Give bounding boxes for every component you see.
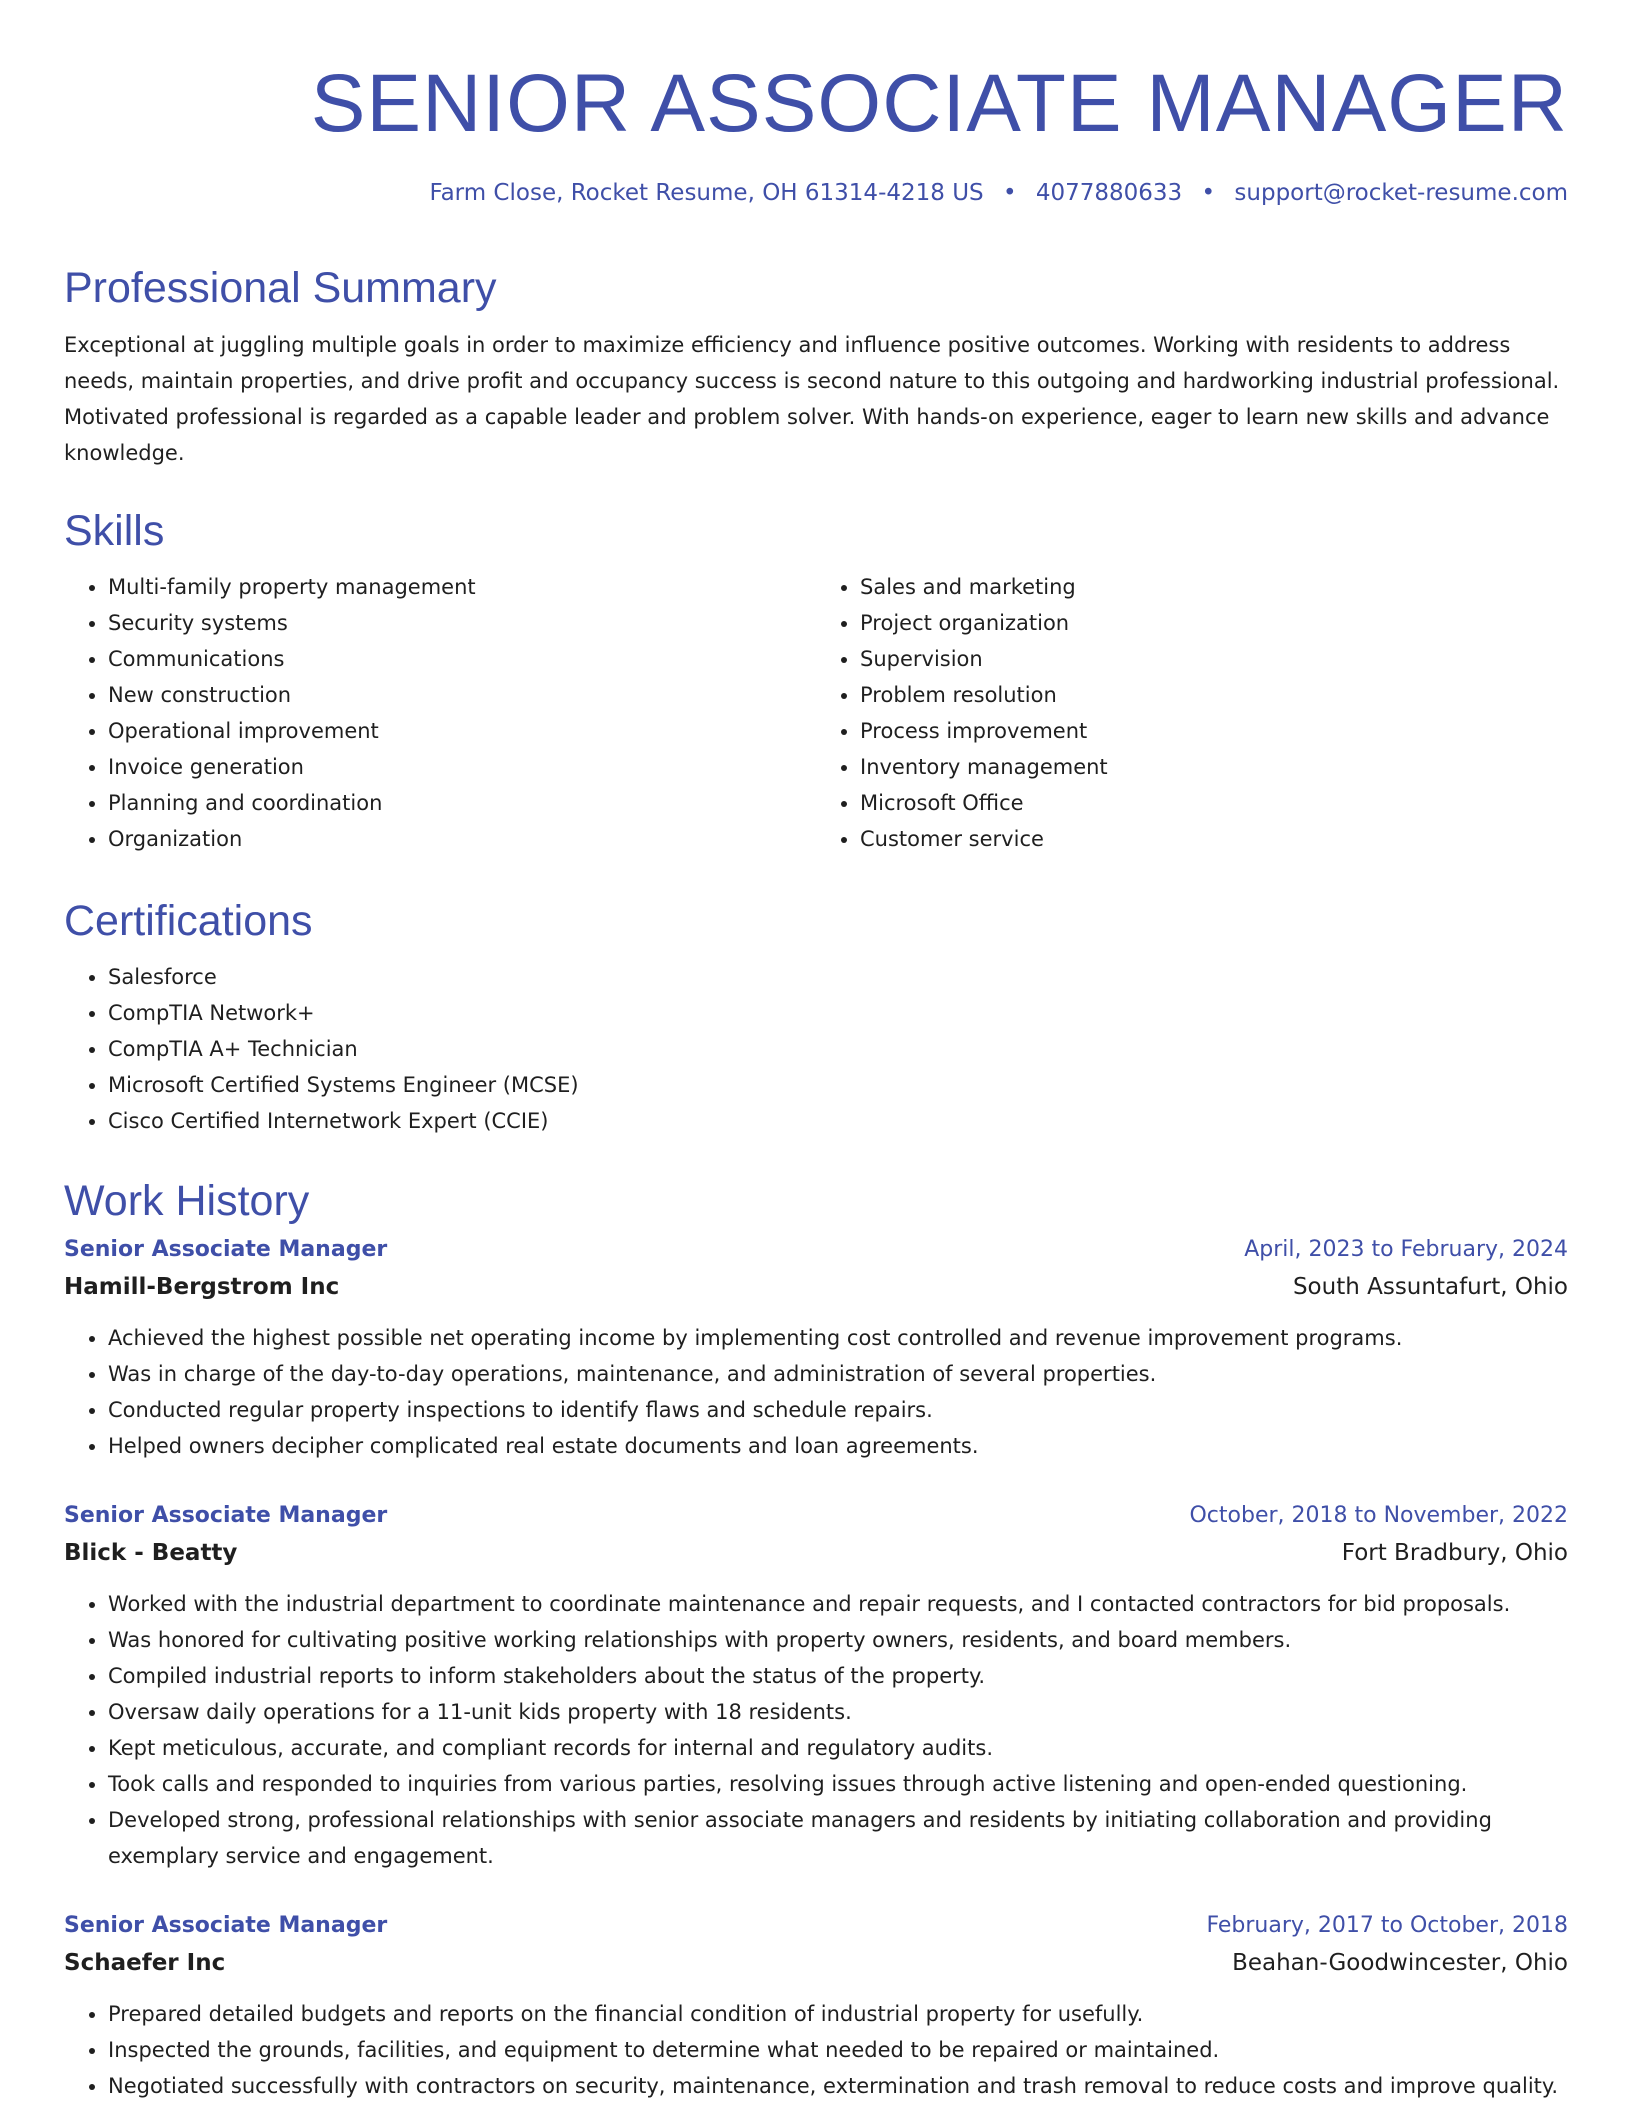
certification-item: • Cisco Certified Internetwork Expert (CCIE) (108, 1103, 1568, 1139)
certification-item: • CompTIA Network+ (108, 995, 1568, 1031)
job-bullet: • Prepared detailed budgets and reports on the financial condition of industrial property for usefully. (108, 1996, 1568, 2032)
skill-item: • New construction (108, 677, 816, 713)
contact-phone: 4077880633 (1035, 180, 1183, 206)
job-bullet: • Oversaw daily operations for a 11-unit kids property with 18 residents. (108, 1694, 1568, 1730)
certifications-list (64, 959, 1568, 1139)
skills-section (64, 506, 1568, 857)
job-title-row (64, 1498, 1568, 1534)
job-entry (64, 1232, 1568, 1464)
contact-separator: • (1201, 180, 1216, 206)
job-bullet: • Inspected the grounds, facilities, and equipment to determine what needed to be repaired or maintained. (108, 2032, 1568, 2068)
contact-email[interactable]: support@rocket-resume.com (1234, 180, 1568, 206)
job-title-row (64, 1908, 1568, 1944)
job-bullet: • Helped owners decipher complicated real estate documents and loan agreements. (108, 1428, 1568, 1464)
job-dates: February, 2017 to October, 2018 (1206, 1913, 1568, 1938)
job-location: Fort Bradbury, Ohio (1341, 1540, 1568, 1566)
certification-item: • CompTIA A+ Technician (108, 1031, 1568, 1067)
job-bullets (64, 1586, 1568, 1874)
job-company: Blick - Beatty (64, 1540, 238, 1566)
summary-title: Professional Summary (64, 264, 497, 312)
job-dates: April, 2023 to February, 2024 (1244, 1237, 1568, 1262)
resume-name: SENIOR ASSOCIATE MANAGER (310, 58, 1568, 149)
job-title: Senior Associate Manager (64, 1913, 388, 1938)
job-bullet: • Negotiated successfully with contractors on security, maintenance, extermination and trash removal to reduce costs and improve quality. (108, 2068, 1568, 2104)
skill-item: • Security systems (108, 605, 816, 641)
skills-title: Skills (64, 507, 165, 555)
skill-item: • Organization (108, 821, 816, 857)
job-company: Schaefer Inc (64, 1950, 226, 1976)
skill-item: • Inventory management (860, 749, 1568, 785)
certification-item: • Salesforce (108, 959, 1568, 995)
work-title: Work History (64, 1177, 310, 1225)
job-title: Senior Associate Manager (64, 1237, 388, 1262)
job-bullets (64, 1320, 1568, 1464)
job-bullet: • Developed strong, professional relationships with senior associate managers and residents by initiating collaboration and providing exemplary service and engagement. (108, 1802, 1568, 1874)
certification-item: • Microsoft Certified Systems Engineer (MCSE) (108, 1067, 1568, 1103)
job-company-row (64, 1944, 1568, 1982)
certifications-section (64, 896, 1568, 1139)
skill-item: • Customer service (860, 821, 1568, 857)
job-bullet: • Achieved the highest possible net operating income by implementing cost controlled and revenue improvement programs. (108, 1320, 1568, 1356)
jobs-list (64, 1232, 1568, 2104)
job-dates: October, 2018 to November, 2022 (1189, 1503, 1568, 1528)
skill-item: • Planning and coordination (108, 785, 816, 821)
job-location: South Assuntafurt, Ohio (1292, 1274, 1568, 1300)
job-bullet: • Was honored for cultivating positive working relationships with property owners, residents, and board members. (108, 1622, 1568, 1658)
job-title: Senior Associate Manager (64, 1503, 388, 1528)
job-location: Beahan-Goodwincester, Ohio (1232, 1950, 1568, 1976)
skill-item: • Multi-family property management (108, 569, 816, 605)
job-title-row (64, 1232, 1568, 1268)
work-section (64, 1176, 1568, 2104)
job-entry (64, 1908, 1568, 2104)
job-bullet: • Compiled industrial reports to inform stakeholders about the status of the property. (108, 1658, 1568, 1694)
skill-item: • Sales and marketing (860, 569, 1568, 605)
job-entry (64, 1498, 1568, 1874)
job-bullet: • Was in charge of the day-to-day operations, maintenance, and administration of several properties. (108, 1356, 1568, 1392)
skills-list-right (816, 569, 1568, 857)
skill-item: • Process improvement (860, 713, 1568, 749)
job-bullet: • Kept meticulous, accurate, and compliant records for internal and regulatory audits. (108, 1730, 1568, 1766)
contact-address: Farm Close, Rocket Resume, OH 61314-4218 US (429, 180, 984, 206)
job-bullet: • Worked with the industrial department to coordinate maintenance and repair requests, and I contacted contractors for bid proposals. (108, 1586, 1568, 1622)
skill-item: • Project organization (860, 605, 1568, 641)
job-bullet: • Conducted regular property inspections to identify flaws and schedule repairs. (108, 1392, 1568, 1428)
certifications-title: Certifications (64, 897, 313, 945)
job-bullet: • Took calls and responded to inquiries from various parties, resolving issues through active listening and open-ended questioning. (108, 1766, 1568, 1802)
job-bullets (64, 1996, 1568, 2104)
skill-item: • Microsoft Office (860, 785, 1568, 821)
contact-separator: • (1002, 180, 1017, 206)
skill-item: • Communications (108, 641, 816, 677)
skills-list-left (64, 569, 816, 857)
job-company: Hamill-Bergstrom Inc (64, 1274, 340, 1300)
contact-line (429, 180, 1568, 206)
skill-item: • Problem resolution (860, 677, 1568, 713)
skills-columns (64, 569, 1568, 857)
job-company-row (64, 1268, 1568, 1306)
job-company-row (64, 1534, 1568, 1572)
summary-text: Exceptional at juggling multiple goals in order to maximize efficiency and influence positive outcomes. Working with residents to address needs, maintain properties, and drive profit and occupancy success is second nature to this outgoing and hardworking industrial professional. Motivated professional is regarded as a capable leader and problem solver. With hands-on experience, eager to learn new skills and advance knowledge. (64, 333, 1560, 465)
summary-section (64, 263, 1568, 471)
skill-item: • Supervision (860, 641, 1568, 677)
skill-item: • Operational improvement (108, 713, 816, 749)
skill-item: • Invoice generation (108, 749, 816, 785)
